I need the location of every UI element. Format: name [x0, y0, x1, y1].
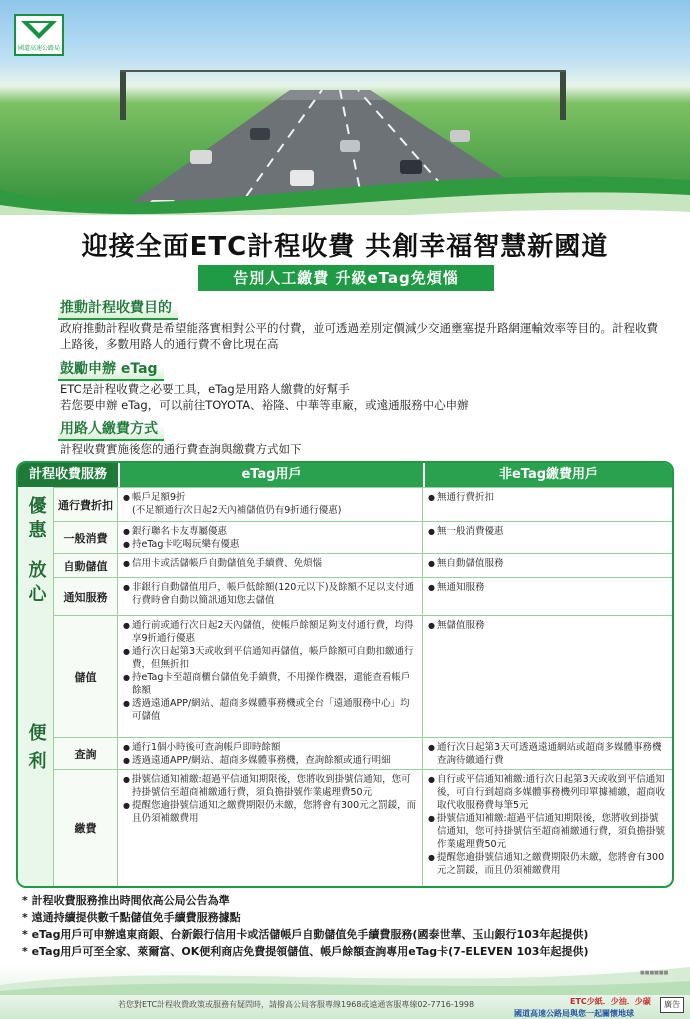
row-label: 儲值 [54, 616, 118, 737]
table-header-row [18, 463, 672, 487]
group-label-discount [18, 487, 54, 553]
group-label-text: 優惠 [25, 496, 47, 544]
etag-item: ● 通行次日起第3天或收到平信通知再儲值，帳戶餘額可自動扣繳通行費，但無折扣 [123, 645, 417, 671]
group-label-peace-of-mind [18, 553, 54, 615]
etag-item: ● 持eTag卡吃喝玩樂有優惠 [123, 538, 417, 551]
group-label-text: 便利 [25, 722, 47, 779]
non-etag-item: ● 無通行費折扣 [428, 491, 667, 504]
table-row-topup [54, 615, 672, 737]
hero-banner [0, 0, 690, 215]
etag-cell [118, 522, 423, 553]
page-subtitle: 告別人工繳費 升級eTag免煩惱 [198, 265, 494, 291]
footer-slogan: ETC少紙．少油．少碳 [570, 997, 651, 1006]
section-body-etag-line1: ETC是計程收費之必要工具，eTag是用路人繳費的好幫手 [60, 382, 350, 396]
section-heading-purpose: 推動計程收費目的 [58, 297, 178, 320]
row-label: 一般消費 [54, 522, 118, 553]
section-body-payment: 計程收費實施後您的通行費查詢與繳費方式如下 [60, 442, 302, 456]
non-etag-item: ● 無通知服務 [428, 581, 667, 594]
etag-item: ● 信用卡或活儲帳戶自動儲值免手續費、免煩惱 [123, 557, 417, 570]
table-header-service: 計程收費服務 [18, 463, 118, 487]
etag-item: ● 銀行聯名卡友專屬優惠 [123, 525, 417, 538]
non-etag-item: ● 無儲值服務 [428, 619, 667, 632]
row-label: 繳費 [54, 770, 118, 886]
group-label-convenience [18, 615, 54, 886]
etag-cell [118, 578, 423, 615]
section-heading-payment: 用路人繳費方式 [58, 418, 164, 441]
footnote: * 遠通持續提供數千點儲值免手續費服務據點 [22, 909, 672, 926]
footnotes [22, 892, 672, 960]
non-etag-cell [423, 488, 672, 521]
etag-item: ● 通行1個小時後可查詢帳戶即時餘額 [123, 741, 417, 754]
page-title: 迎接全面ETC計程收費 共創幸福智慧新國道 [81, 232, 609, 262]
table-header-etag: eTag用戶 [118, 463, 423, 487]
etag-cell [118, 616, 423, 737]
section-heading-etag: 鼓勵申辦 eTag [58, 358, 164, 381]
green-wave-decoration [0, 150, 690, 215]
etag-item: ● 提醒您逾掛號信通知之繳費期限仍未繳，您將會有300元之罰鍰，而且仍須補繳費用 [123, 799, 417, 825]
group-label-text: 放心 [25, 560, 47, 608]
logo-icon [19, 19, 59, 41]
ad-badge: 廣告 [660, 997, 684, 1013]
row-label: 通知服務 [54, 578, 118, 615]
etag-item: ● 帳戶足額9折 (不足額通行次日起2天內補儲值仍有9折通行優惠) [123, 491, 417, 517]
row-label: 查詢 [54, 738, 118, 769]
non-etag-item: ● 提醒您逾掛號信通知之繳費期限仍未繳，您將會有300元之罰鍰，而且仍須補繳費用 [428, 851, 667, 877]
non-etag-item: ● 無一般消費優惠 [428, 525, 667, 538]
etag-cell [118, 770, 423, 886]
non-etag-cell [423, 770, 672, 886]
etag-item: ● 非銀行自動儲值用戶，帳戶低餘額(120元以下)及餘額不足以支付通行費時會自動以簡訊通知您去儲值 [123, 581, 417, 607]
section-body-purpose: 政府推動計程收費是希望能落實相對公平的付費，並可透過差別定價減少交通壅塞提升路網運輸效率等目的。計程收費上路後，多數用路人的通行費不會比現在高 [60, 321, 658, 351]
non-etag-cell [423, 738, 672, 769]
footer-contact: 若您對ETC計程收費政策或服務有疑問時，請撥高公局客服專線1968或遠通客服專線02-7716-1998 [118, 1000, 475, 1009]
freeway-bureau-logo [14, 14, 64, 56]
etag-cell [118, 738, 423, 769]
row-label: 自動儲值 [54, 554, 118, 577]
non-etag-item: ● 無自動儲值服務 [428, 557, 667, 570]
table-row-notification [54, 577, 672, 615]
table-row-toll-discount [54, 487, 672, 521]
table-header-non-etag: 非eTag繳費用戶 [423, 463, 672, 487]
section-body-etag-line2: 若您要申辦 eTag，可以前往TOYOTA、裕隆、中華等車廠，或遠通服務中心申辦 [60, 398, 469, 412]
table-row-payment [54, 769, 672, 886]
print-code: ■■■■■■ [640, 970, 669, 976]
table-row-auto-topup [54, 553, 672, 577]
etag-item: ● 透過遠通APP/網站、超商多媒體事務機或全台「遠通服務中心」均可儲值 [123, 697, 417, 723]
etag-cell [118, 488, 423, 521]
non-etag-cell [423, 554, 672, 577]
row-label: 通行費折扣 [54, 488, 118, 521]
etag-item: ● 通行前或通行次日起2天內儲值，使帳戶餘額足夠支付通行費，均得享9折通行優惠 [123, 619, 417, 645]
non-etag-item: ● 通行次日起第3天可透過遠通網站或超商多媒體事務機查詢待繳通行費 [428, 741, 667, 767]
table-row-inquiry [54, 737, 672, 769]
logo-org-name: 國道高速公路局 [17, 44, 60, 52]
non-etag-cell [423, 522, 672, 553]
etag-cell [118, 554, 423, 577]
footnote: * eTag用戶可申辦遠東商銀、台新銀行信用卡或活儲帳戶自動儲值免手續費服務(國泰世華、玉山銀行103年起提供) [22, 926, 672, 943]
etag-item: ● 掛號信通知補繳:超過平信通知期限後，您將收到掛號信通知，您可持掛號信至超商補繳通行費，須負擔掛號作業處理費50元 [123, 773, 417, 799]
non-etag-item: ● 掛號信通知補繳:超過平信通知期限後，您將收到掛號信通知，您可持掛號信至超商補繳通行費，須負擔掛號作業處理費50元 [428, 812, 667, 851]
non-etag-cell [423, 616, 672, 737]
footer-org-line: 國道高速公路局與您一起關懷地球 [514, 1009, 634, 1018]
footnote: * 計程收費服務推出時間依高公局公告為準 [22, 892, 672, 909]
non-etag-cell [423, 578, 672, 615]
etag-item: ● 持eTag卡至超商櫃台儲值免手續費，不用操作機器，還能查看帳戶餘額 [123, 671, 417, 697]
etag-item: ● 透過遠通APP/網站、超商多媒體事務機，查詢餘額或通行明細 [123, 754, 417, 767]
table-row-general-consumption [54, 521, 672, 553]
footnote: * eTag用戶可至全家、萊爾富、OK便利商店免費提領儲值、帳戶餘額查詢專用eTag卡(7-ELEVEN 103年起提供) [22, 943, 672, 960]
service-comparison-table [16, 461, 674, 888]
non-etag-item: ● 自行或平信通知補繳:通行次日起第3天或收到平信通知後，可自行到超商多媒體事務機列印單據補繳，超商收取代收服務費每筆5元 [428, 773, 667, 812]
footer-wave-decoration [0, 955, 690, 995]
